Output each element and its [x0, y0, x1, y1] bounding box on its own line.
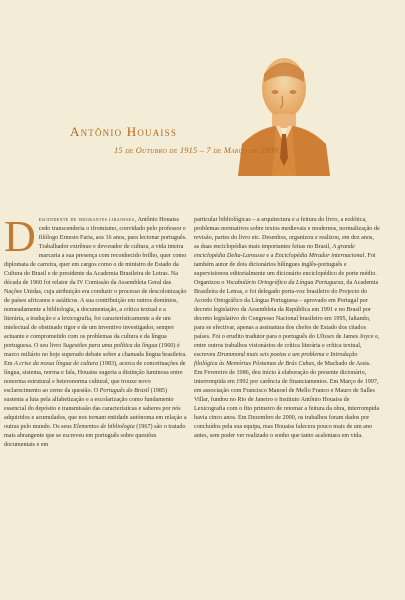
- drop-cap: D: [4, 212, 36, 261]
- left-text-5: (1967) são o tratado mais abrangente que se escreveu em português sobre questões documentais e em: [4, 424, 186, 449]
- encyclopedia-title: Enciclopédia Mirador internacional: [274, 253, 365, 260]
- book-title: Sugestões para uma política da língua: [62, 343, 158, 350]
- vocabulary-title: Vocabulário Ortográfico da Língua Portuguesa: [225, 280, 344, 287]
- book-title: Português do Brasil: [99, 388, 150, 395]
- right-text-2: e a: [264, 253, 275, 260]
- right-text-1: particular bibliológicas – a arquitectura e a feitura do livro, a ecdótica, problemas normativos sobre textos medievais e modernos, normalização de revisão, partes do livro etc. Desenhos, organizou e realizou, em dez anos, as duas enciclopédias mais importantes feitas no Brasil,: [194, 217, 380, 251]
- right-column: [194, 216, 380, 441]
- right-text-3: . Foi também autor de dois dicionários bilíngues inglês-português e supervisionou editorialmente um dicionário enciclopédico de porte médio. Organizou o: [194, 253, 377, 287]
- lead-caps: escendente de imigrantes libaneses,: [38, 217, 137, 223]
- right-paragraph: [194, 216, 380, 441]
- encyclopedia-title: A grande enciclopédia Delta-Larousse: [194, 244, 355, 260]
- right-text-7: , de Machado de Assis. Em Fevereiro de 1986, deu início à elaboração do presente dicionário, interrompida em 1992 por carência de financiamentos. Em Março de 1997, em associação com Francisco Manoel de Mello Franco e Mauro de Salles Villar, fundou no Rio de Janeiro o Instituto Antônio Houaiss de Lexicografia com o fito primeiro de retomar a feitura da obra, interrompida havia cinco anos. Em Dezembro de 2000, os trabalhos foram dados por concluídos pela sua equipa, mas Houaiss falecera pouco mais de um ano antes, sem poder ver realizado o sonho que tanto acalentara em vida.: [194, 361, 380, 440]
- left-text-3: (1983), acerca de conceituações de língua, sistema, norma e fala, Houaiss sugeria a distinção luminosa entre nonorma estrutural e heteronorma cultural, que trouxe novo esclarecimento ao cerne da questão. O: [4, 361, 186, 395]
- right-text-6: e: [324, 352, 331, 359]
- left-column: [4, 212, 187, 450]
- left-paragraph: [4, 212, 187, 450]
- book-title: Ulisses: [316, 334, 335, 341]
- left-text-4: (1985) sustenta a luta pela alfabetização e a escolarização como fundamento essencial do depósito e transmissão das características e saberes por nós adquiridos e acumulados, que nos tornam entidade autónoma em relação a outras pelo mundo. Os seus: [4, 388, 187, 431]
- right-text-5: de James Joyce e, entre outros trabalhos visionários de crítica literária e crítica textual, escreveu: [194, 334, 380, 359]
- left-text-2: (1960) é marco miliário no hoje superado debate sobre a chamada língua brasileira. Em: [4, 343, 187, 368]
- portrait-image: [238, 48, 330, 176]
- left-text-1: Antônio Houaiss cedo transcenderia o ifromismo, convidado pelo professor e filólogo Ernesto Faria, aos 16 anos, para lecionar português. Trabalhador extrênuo e devorador de cultura, a vida inteira marcaria a sua presença com reconhecido brilho, quer como diplomata de carreira, quer em cargos como o de ministro de Estado da Cultura do Brasil e de presidente da Academia Brasileira de Letras. Na década de 1960 foi relator da IV Comissão da Assembleia Geral das Nações Unidas, cuja atribuição era conduzir o processo de descolonização de países africanos e asiáticos. A sua contribuição em outros domínios, nomeadamente a bibliologia, a documentação, a crítica textual e a literária, a tradução e a lexicografia, foi característicamente a de um intelectual de obstinado rigor e de um inventivo investigador, sempre actuante e comprometido com os problemas da cultura e da língua portuguesa. O seu livro: [4, 217, 187, 350]
- life-dates: 15 de Outubro de 1915 – 7 de Março de 1999: [114, 146, 278, 155]
- book-title: Drummond mais seis poetas e um problema: [217, 352, 325, 359]
- book-title: Elementos de bibliologia: [73, 424, 135, 431]
- body-columns: [4, 212, 399, 596]
- book-title: Introdução filológica às Memórias Póstumas de Brás Cubas: [194, 352, 358, 368]
- book-title: A crise da nossa língua de cultura: [14, 361, 99, 368]
- person-name: Antônio Houaiss: [70, 124, 178, 139]
- right-text-4: , da Academia Brasileira de Letras, e foi delegado porta-voz brasileiro do Projecto do Acordo Ortográfico da Língua Portuguesa – aprovado em Portugal por decreto legislativo da Assembleia da República em 1991 e no Brasil por decreto legislativo do Congresso Nacional brasileiro em 1995, faltando, para se efectivar, apenas a assinatura dos chefes de Estado dos citados países. Foi o erudito tradutor para o português do: [194, 280, 379, 341]
- title-block: [70, 124, 310, 155]
